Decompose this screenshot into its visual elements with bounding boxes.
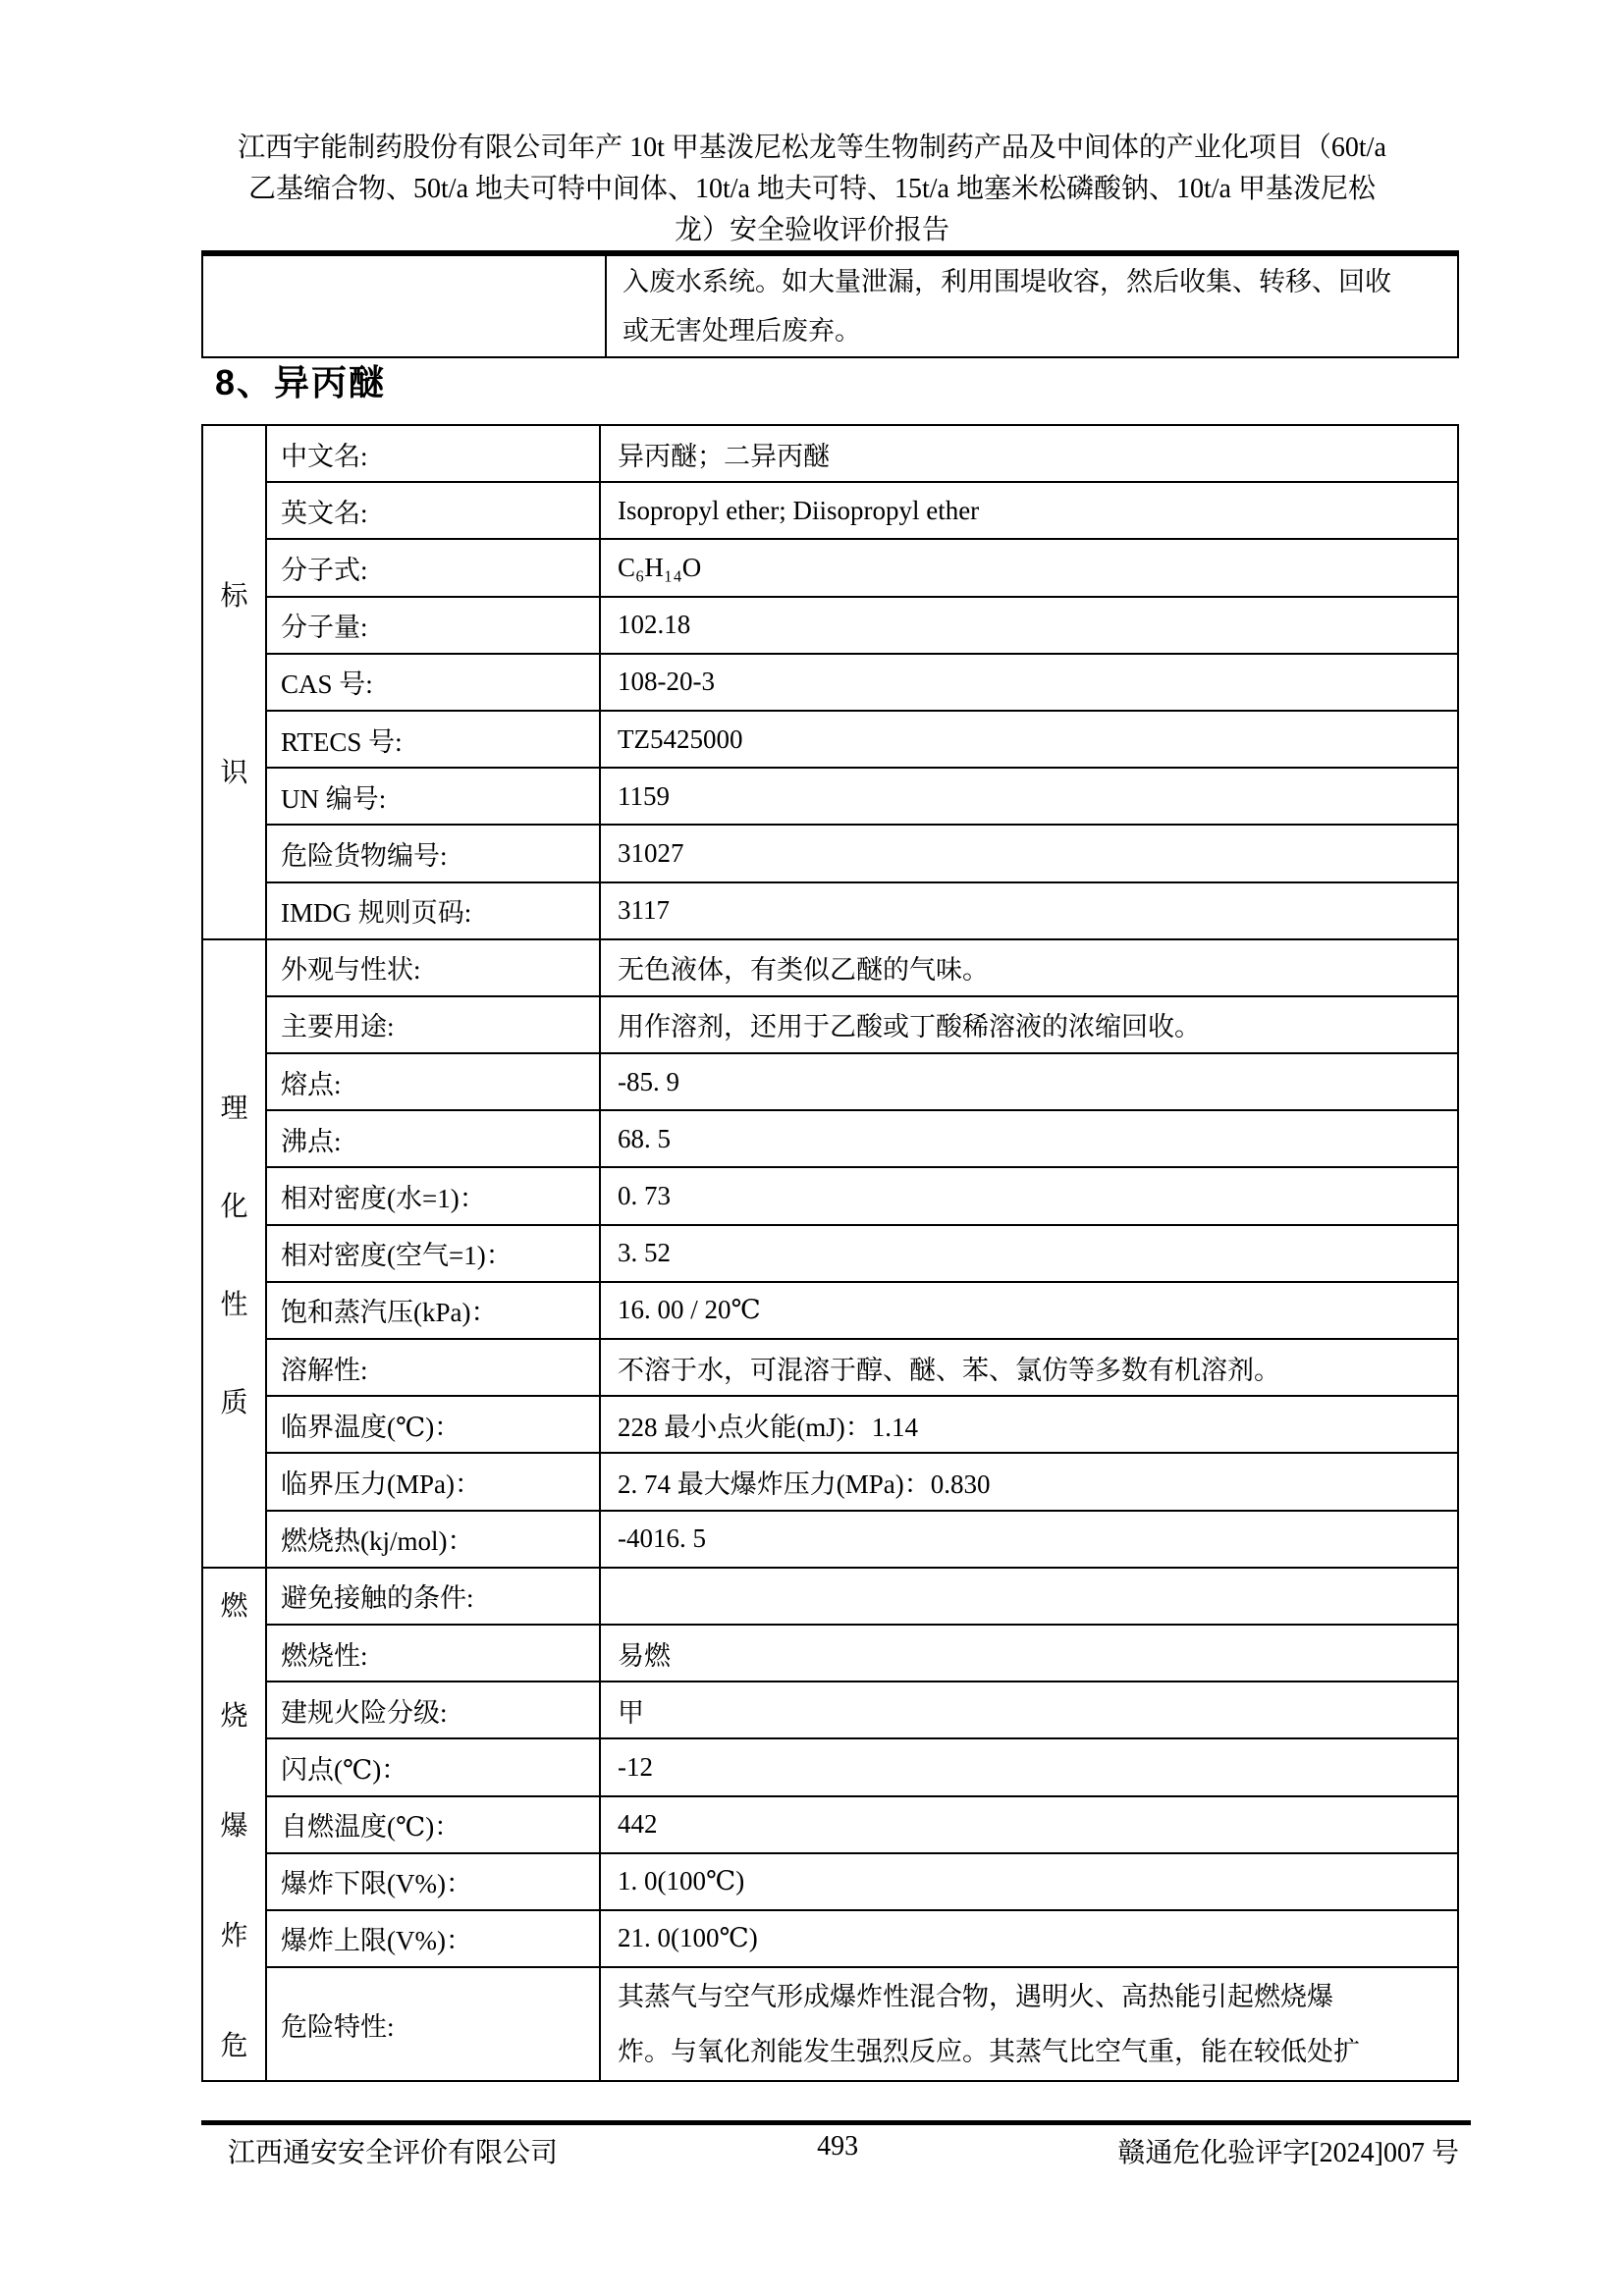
property-value: 异丙醚；二异丙醚	[601, 426, 1457, 483]
property-label: 相对密度(水=1)：	[267, 1168, 601, 1225]
property-value: 0. 73	[601, 1168, 1457, 1225]
group-label-char: 性	[220, 1289, 248, 1320]
property-label: 燃烧性:	[267, 1626, 601, 1682]
group-label-char: 危	[220, 2031, 248, 2062]
group-label-identification	[203, 426, 267, 940]
property-value: Isopropyl ether; Diisopropyl ether	[601, 483, 1457, 540]
property-label: 临界压力(MPa)：	[267, 1454, 601, 1511]
group-label-char: 爆	[220, 1811, 248, 1842]
property-label: RTECS 号:	[267, 712, 601, 769]
property-value: 不溶于水，可混溶于醇、醚、苯、氯仿等多数有机溶剂。	[601, 1340, 1457, 1397]
group-label-char: 识	[220, 757, 248, 788]
property-value: 用作溶剂，还用于乙酸或丁酸稀溶液的浓缩回收。	[601, 997, 1457, 1054]
property-value: C₆H₁₄O	[601, 540, 1457, 597]
property-label: 英文名:	[267, 483, 601, 540]
property-value: 易燃	[601, 1626, 1457, 1682]
property-label: 危险特性:	[267, 1968, 601, 2080]
property-label: 闪点(℃)：	[267, 1739, 601, 1796]
property-label: 熔点:	[267, 1054, 601, 1111]
property-value-line: 炸。与氧化剂能发生强烈反应。其蒸气比空气重，能在较低处扩	[618, 2037, 1360, 2067]
property-label: 分子量:	[267, 598, 601, 655]
property-value: TZ5425000	[601, 712, 1457, 769]
property-value	[601, 1968, 1457, 2080]
continuation-text-line-2: 或无害处理后废弃。	[623, 316, 861, 346]
property-value: 228 最小点火能(mJ)：1.14	[601, 1397, 1457, 1454]
property-value: 442	[601, 1797, 1457, 1854]
report-title	[118, 128, 1506, 251]
property-value: 甲	[601, 1682, 1457, 1739]
property-label: 燃烧热(kj/mol)：	[267, 1512, 601, 1569]
page-footer	[201, 2129, 1471, 2170]
footer-rule	[201, 2120, 1471, 2125]
property-value	[601, 1569, 1457, 1626]
property-value: 2. 74 最大爆炸压力(MPa)：0.830	[601, 1454, 1457, 1511]
property-label: CAS 号:	[267, 655, 601, 712]
property-value: 1159	[601, 769, 1457, 826]
continuation-text-cell	[607, 256, 1457, 356]
report-title-line-3: 龙）安全验收评价报告	[674, 215, 949, 245]
property-value: -12	[601, 1739, 1457, 1796]
property-label: 沸点:	[267, 1111, 601, 1168]
group-label-physicochemical-properties	[203, 940, 267, 1569]
group-label-char: 标	[220, 580, 248, 612]
group-label-char: 理	[220, 1093, 248, 1124]
property-value: 无色液体，有类似乙醚的气味。	[601, 940, 1457, 997]
property-label: 溶解性:	[267, 1340, 601, 1397]
property-label: 避免接触的条件:	[267, 1569, 601, 1626]
section-heading: 8、异丙醚	[215, 362, 387, 402]
footer-page-number: 493	[817, 2131, 859, 2162]
footer-company: 江西通安安全评价有限公司	[228, 2138, 559, 2168]
property-label: 中文名:	[267, 426, 601, 483]
property-label: UN 编号:	[267, 769, 601, 826]
continuation-empty-cell	[203, 256, 607, 356]
report-title-line-1: 江西宇能制药股份有限公司年产 10t 甲基泼尼松龙等生物制药产品及中间体的产业化项目（60t/a	[238, 133, 1386, 163]
property-label: 分子式:	[267, 540, 601, 597]
continuation-table	[201, 250, 1459, 358]
property-value: 3117	[601, 883, 1457, 940]
report-title-line-2: 乙基缩合物、50t/a 地夫可特中间体、10t/a 地夫可特、15t/a 地塞米松磷酸钠、10t/a 甲基泼尼松	[248, 174, 1376, 204]
property-value: 102.18	[601, 598, 1457, 655]
chemical-properties-table	[201, 424, 1459, 2082]
group-label-char: 质	[220, 1387, 248, 1418]
property-label: 主要用途:	[267, 997, 601, 1054]
property-label: 外观与性状:	[267, 940, 601, 997]
property-value: 21. 0(100℃)	[601, 1911, 1457, 1968]
property-value: 108-20-3	[601, 655, 1457, 712]
property-label: 相对密度(空气=1)：	[267, 1226, 601, 1283]
group-label-fire-explosion-hazard	[203, 1569, 267, 2080]
property-value: 1. 0(100℃)	[601, 1854, 1457, 1911]
property-label: 建规火险分级:	[267, 1682, 601, 1739]
property-label: 爆炸下限(V%)：	[267, 1854, 601, 1911]
property-label: IMDG 规则页码:	[267, 883, 601, 940]
property-value: 3. 52	[601, 1226, 1457, 1283]
property-label: 临界温度(℃)：	[267, 1397, 601, 1454]
property-label: 危险货物编号:	[267, 826, 601, 882]
property-value: -4016. 5	[601, 1512, 1457, 1569]
property-value: -85. 9	[601, 1054, 1457, 1111]
footer-doc-number: 赣通危化验评字[2024]007 号	[1117, 2138, 1459, 2168]
group-label-char: 化	[220, 1191, 248, 1222]
property-value-line: 其蒸气与空气形成爆炸性混合物，遇明火、高热能引起燃烧爆	[618, 1982, 1333, 2012]
property-value: 16. 00 / 20℃	[601, 1283, 1457, 1340]
group-label-char: 炸	[220, 1921, 248, 1952]
property-value: 68. 5	[601, 1111, 1457, 1168]
group-label-char: 燃	[220, 1591, 248, 1623]
property-label: 爆炸上限(V%)：	[267, 1911, 601, 1968]
group-label-char: 烧	[220, 1701, 248, 1733]
property-label: 饱和蒸汽压(kPa)：	[267, 1283, 601, 1340]
property-value: 31027	[601, 826, 1457, 882]
property-label: 自燃温度(℃)：	[267, 1797, 601, 1854]
continuation-text-line-1: 入废水系统。如大量泄漏，利用围堤收容，然后收集、转移、回收	[623, 267, 1391, 296]
